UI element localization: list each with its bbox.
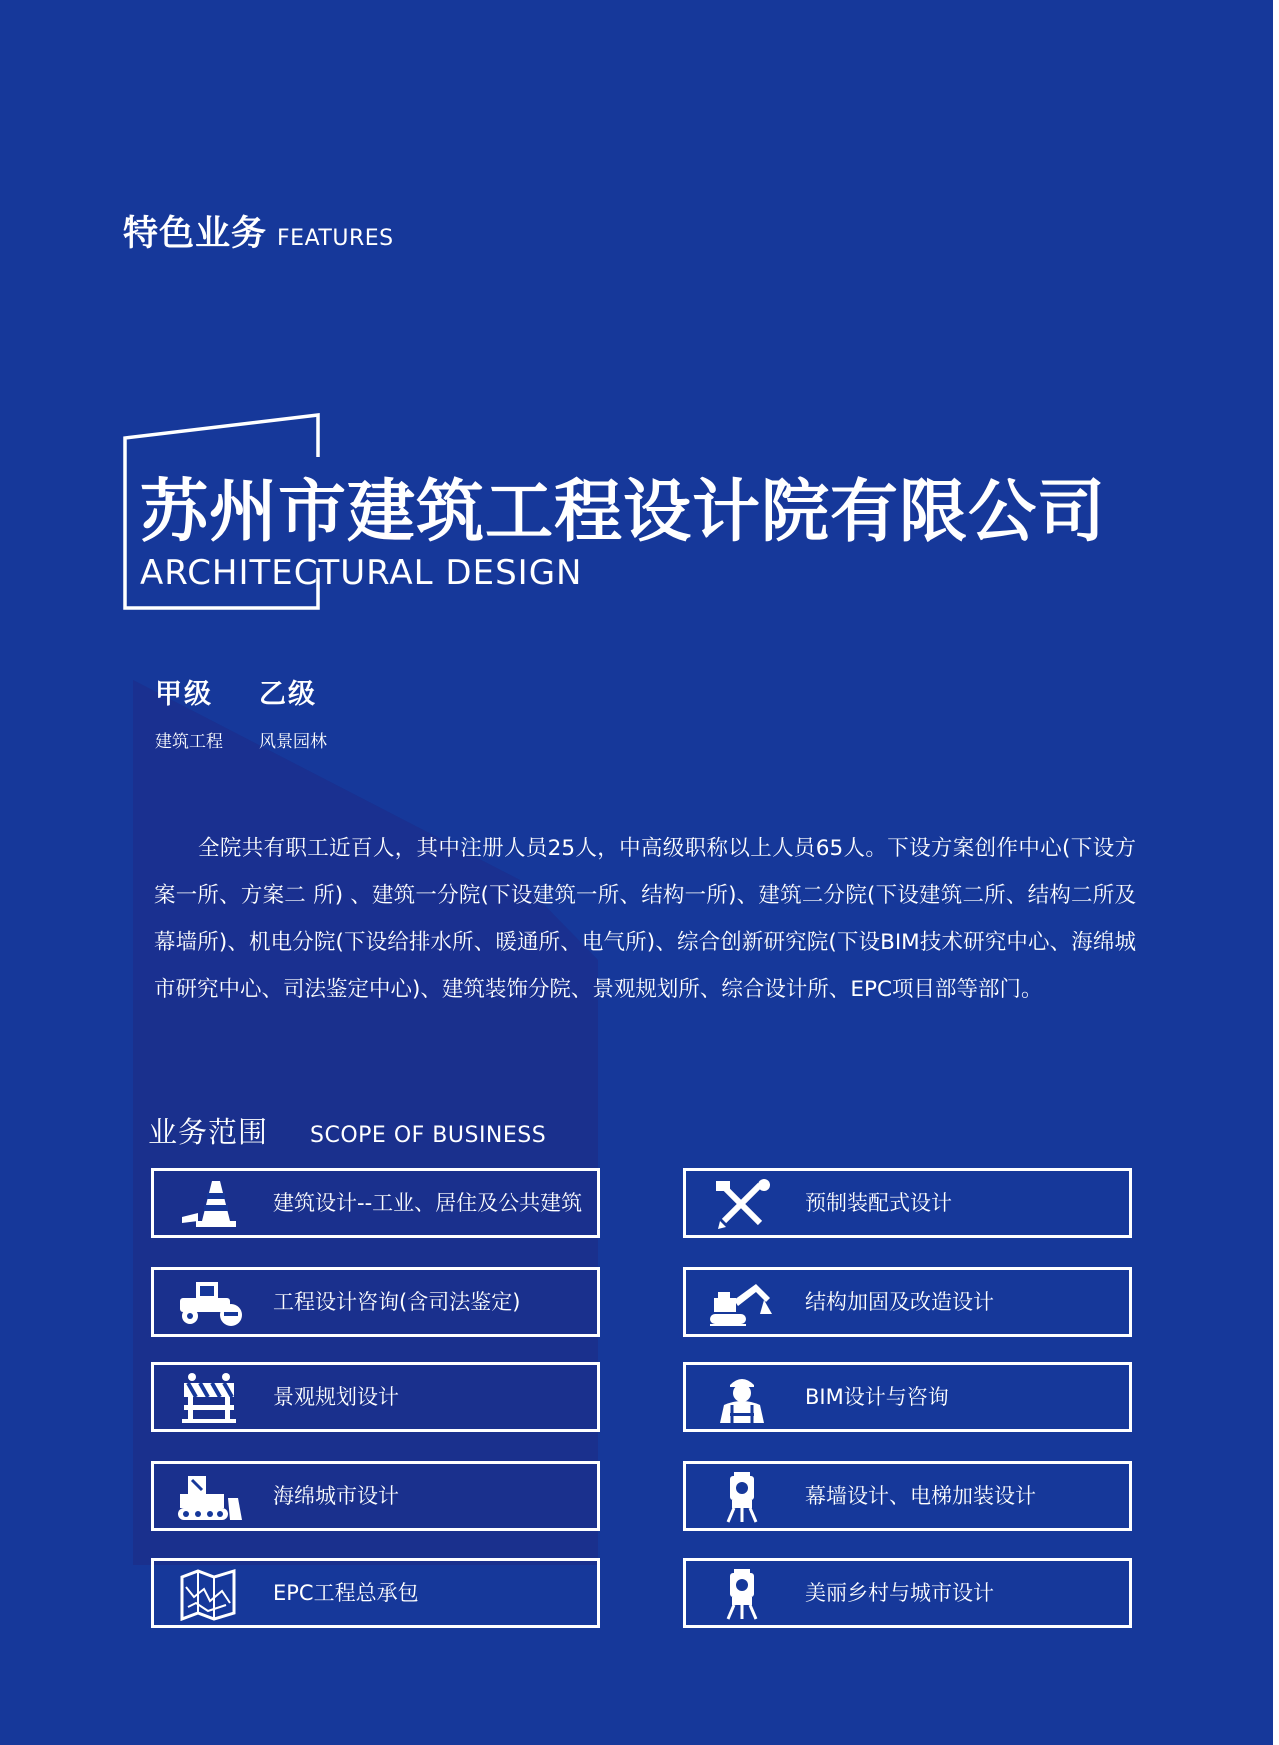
grade-field: 风景园林 [259,732,327,752]
scope-item-label: 预制装配式设计 [805,1191,952,1215]
company-name: 苏州市建筑工程设计院有限公司 [140,473,1107,552]
features-title-en: FEATURES [277,226,394,251]
grade-level: 乙级 [259,679,317,710]
traffic-cone-icon [174,1177,246,1231]
theodolite-icon [706,1470,778,1524]
scope-item-reinforcement [683,1267,1132,1337]
scope-item-prefab [683,1168,1132,1238]
scope-title-en: SCOPE OF BUSINESS [310,1123,547,1148]
road-barrier-icon [174,1371,246,1425]
scope-item-consulting [151,1267,600,1337]
scope-item-label: 幕墙设计、电梯加装设计 [805,1484,1036,1508]
scope-item-label: 美丽乡村与城市设计 [805,1581,994,1605]
scope-heading [148,1110,546,1151]
road-roller-icon [174,1276,246,1330]
scope-title-zh: 业务范围 [148,1115,269,1149]
features-title-zh: 特色业务 [123,214,268,254]
scope-item-label: 建筑设计--工业、居住及公共建筑 [273,1191,583,1215]
theodolite-icon [706,1567,778,1621]
qualification-grades [155,672,363,752]
scope-item-label: EPC工程总承包 [273,1581,419,1605]
scope-item-architecture [151,1168,600,1238]
worker-icon [706,1371,778,1425]
tools-crossed-icon [706,1177,778,1231]
page-edge [1273,0,1279,1745]
grade-field: 建筑工程 [155,732,223,752]
company-description: 全院共有职工近百人，其中注册人员25人，中高级职称以上人员65人。下设方案创作中心(下设方案一所、方案二 所) 、建筑一分院(下设建筑一所、结构一所)、建筑二分院(下设建筑二所、结构二所及幕墙所)、机电分院(下设给排水所、暖通所、电气所)、综合创新研究院(下设BIM技术研究中心、海绵城市研究中心、司法鉴定中心)、建筑装饰分院、景观规划所、综合设计所、EPC项目部等部门。 [154,836,1136,1002]
scope-item-label: 工程设计咨询(含司法鉴定) [273,1290,521,1314]
grade-a [155,672,259,752]
scope-item-landscape [151,1362,600,1432]
scope-item-sponge-city [151,1461,600,1531]
bulldozer-icon [174,1470,246,1524]
scope-item-label: 海绵城市设计 [273,1484,399,1508]
features-heading [123,206,394,256]
company-subtitle: ARCHITECTURAL DESIGN [140,553,583,593]
scope-item-label: BIM设计与咨询 [805,1385,949,1409]
scope-item-curtain-wall [683,1461,1132,1531]
scope-item-epc [151,1558,600,1628]
scope-item-label: 结构加固及改造设计 [805,1290,994,1314]
grade-level: 甲级 [155,679,213,710]
grade-b [259,672,363,752]
scope-item-label: 景观规划设计 [273,1385,399,1409]
map-icon [174,1567,246,1621]
excavator-icon [706,1276,778,1330]
scope-item-rural-urban [683,1558,1132,1628]
scope-item-bim [683,1362,1132,1432]
